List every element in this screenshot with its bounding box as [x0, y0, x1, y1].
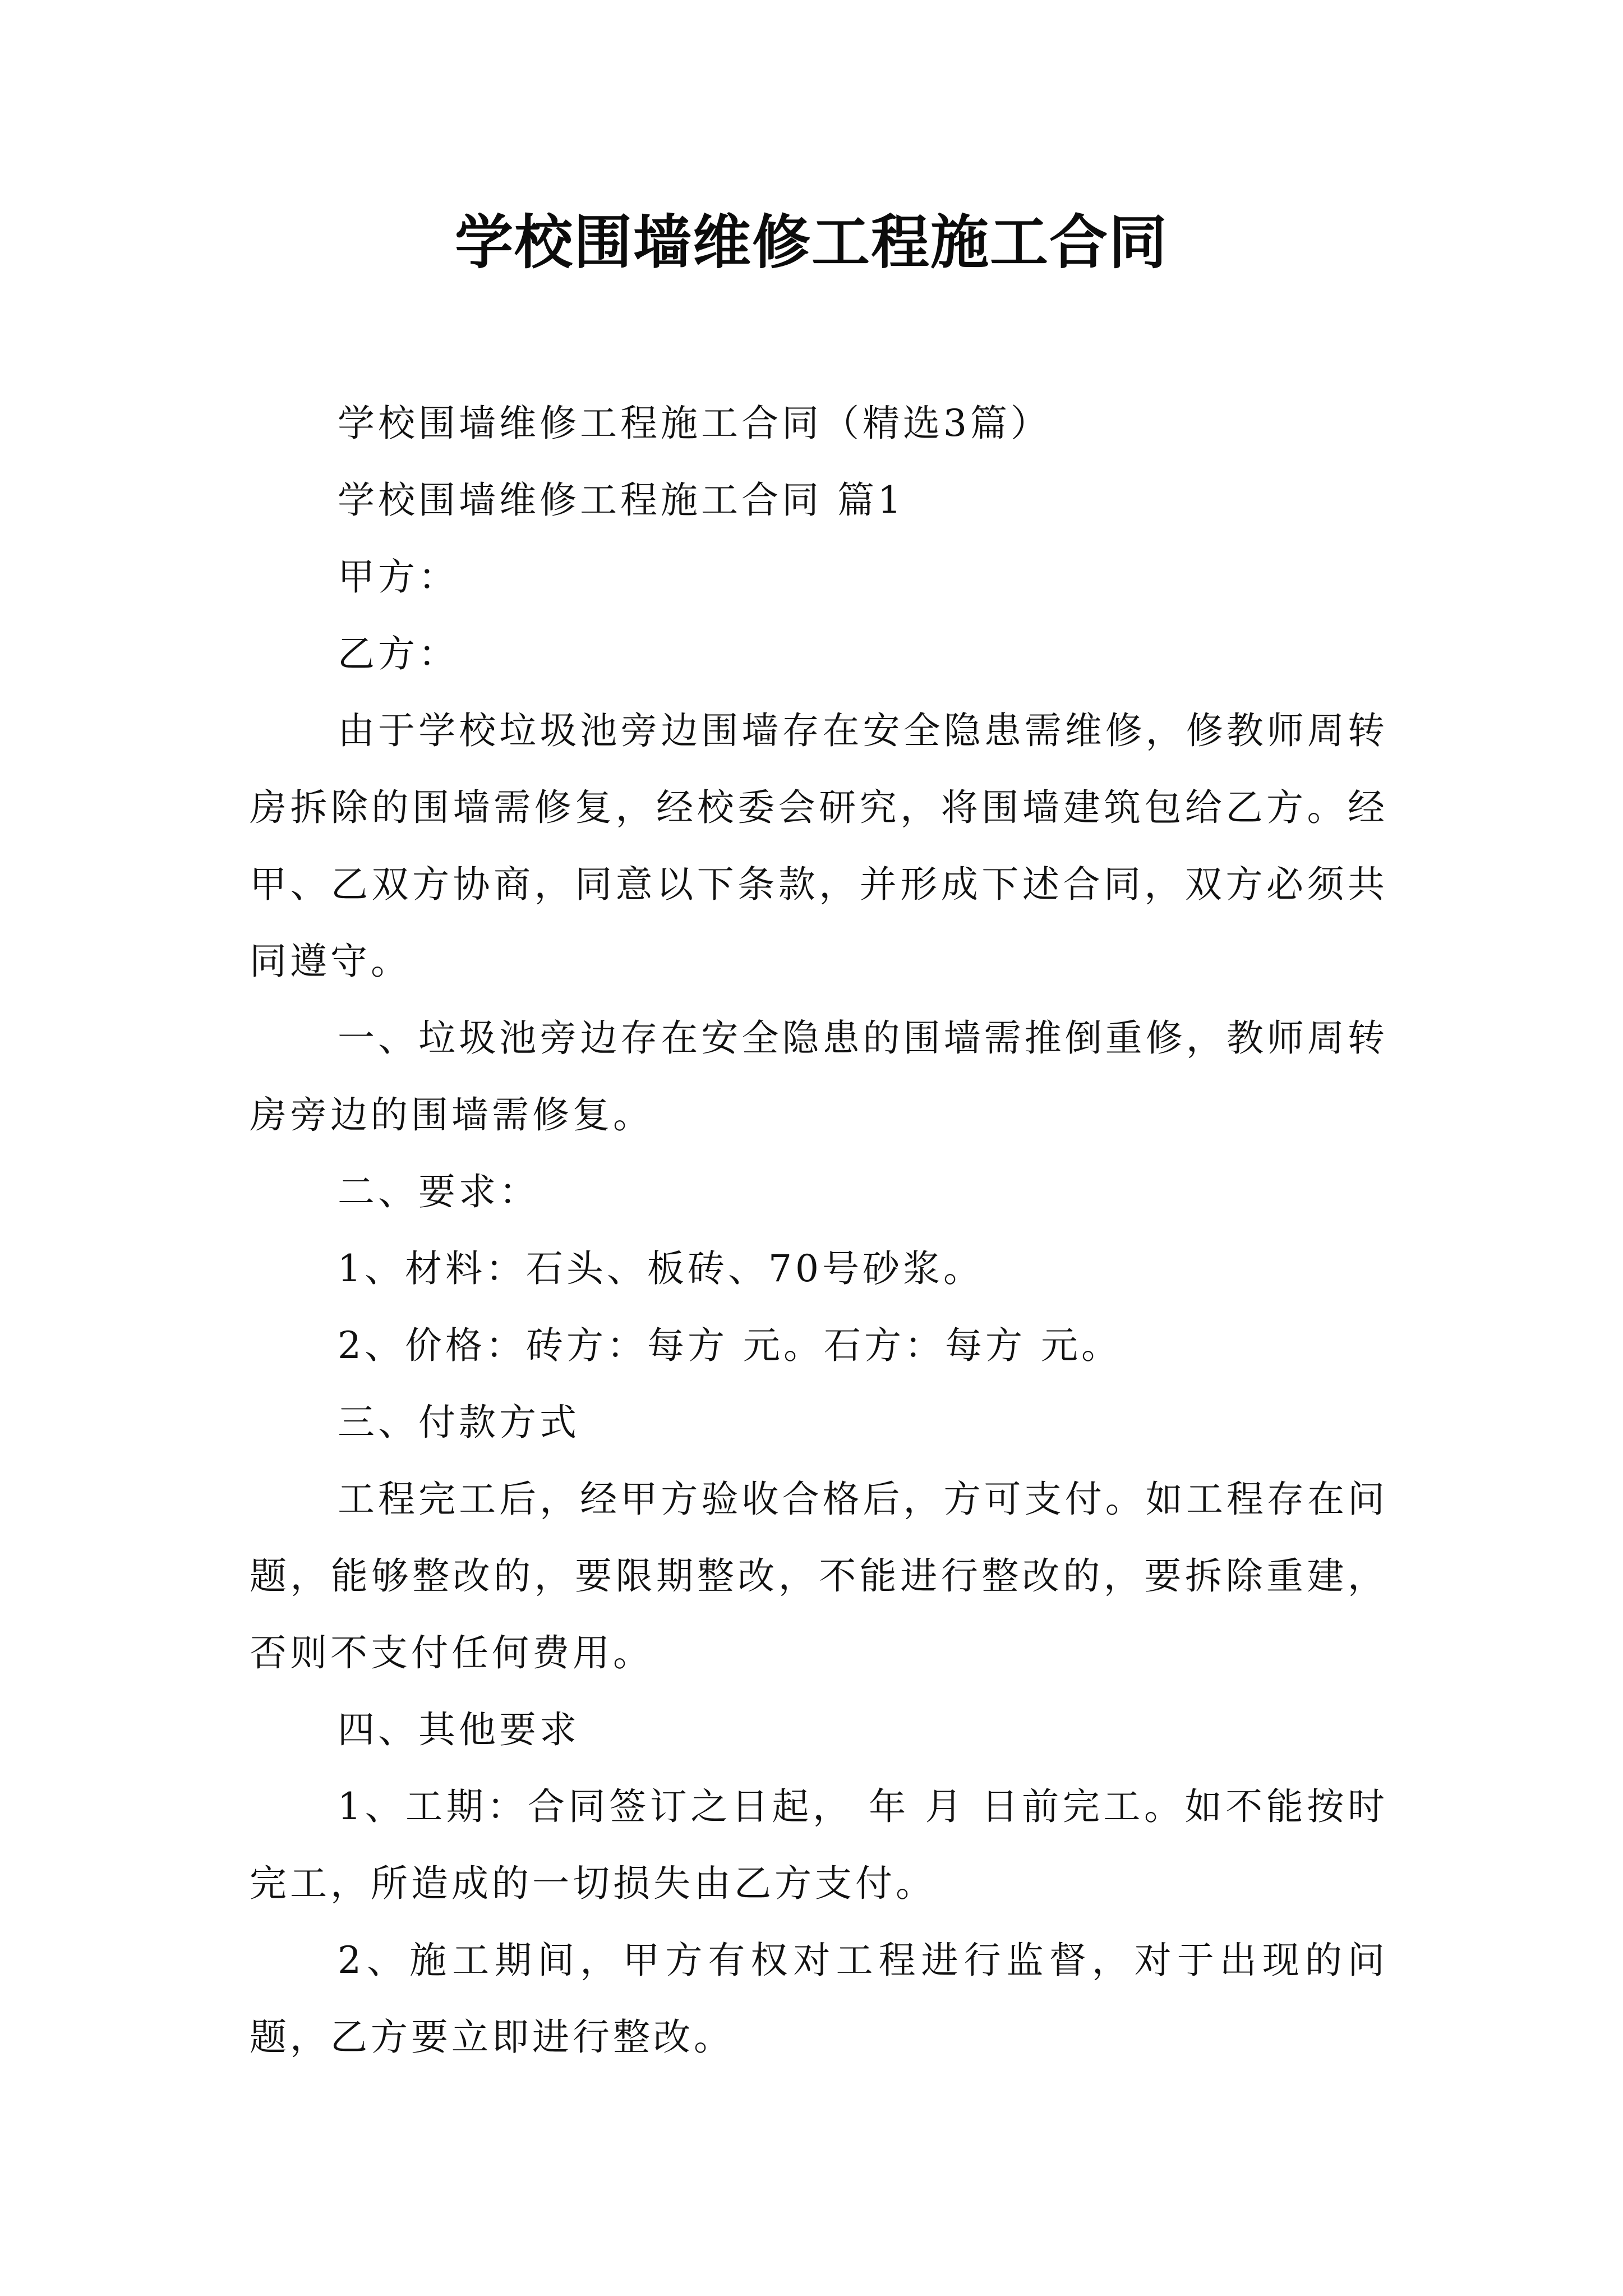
clause-3-text: 工程完工后，经甲方验收合格后，方可支付。如工程存在问题，能够整改的，要限期整改，不能进行整改的，要拆除重建，否则不支付任何费用。	[250, 1478, 1388, 1674]
clause-4-item-2: 2、施工期间，甲方有权对工程进行监督，对于出现的问题，乙方要立即进行整改。	[250, 1939, 1388, 2059]
clause-2-item-1: 1、材料：石头、板砖、70号砂浆。	[338, 1247, 984, 1290]
clause-4-heading: 四、其他要求	[338, 1708, 580, 1751]
clause-2-item-2: 2、价格：砖方：每方 元。石方：每方 元。	[338, 1324, 1122, 1367]
document-body	[250, 385, 1388, 2076]
party-b-line: 乙方：	[338, 632, 459, 675]
preamble-paragraph: 由于学校垃圾池旁边围墙存在安全隐患需维修，修教师周转房拆除的围墙需修复，经校委会研究，将围墙建筑包给乙方。经甲、乙双方协商，同意以下条款，并形成下述合同，双方必须共同遵守。	[250, 709, 1388, 983]
clause-1: 一、垃圾池旁边存在安全隐患的围墙需推倒重修，教师周转房旁边的围墙需修复。	[250, 1016, 1388, 1137]
party-a-line: 甲方：	[338, 555, 459, 599]
clause-3-heading: 三、付款方式	[338, 1401, 580, 1444]
subtitle-part-1: 学校围墙维修工程施工合同 篇1	[338, 478, 905, 522]
subtitle-collection: 学校围墙维修工程施工合同（精选3篇）	[338, 402, 1051, 445]
clause-2-heading: 二、要求：	[338, 1170, 540, 1213]
document-title: 学校围墙维修工程施工合同	[454, 208, 1168, 277]
clause-4-item-1: 1、工期：合同签订之日起， 年 月 日前完工。如不能按时完工，所造成的一切损失由乙方支付。	[250, 1785, 1388, 1905]
